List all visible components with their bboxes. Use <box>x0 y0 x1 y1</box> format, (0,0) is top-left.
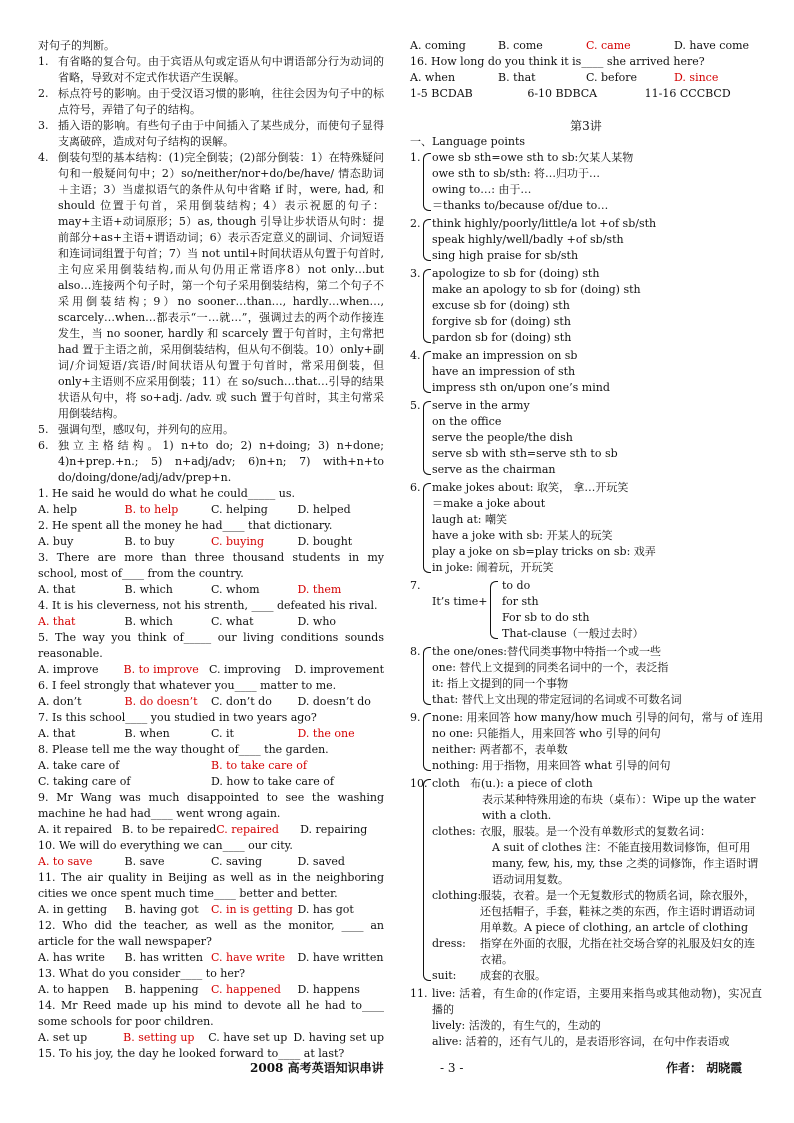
option: B. to be repaired <box>121 823 217 836</box>
option: B. which <box>124 583 173 596</box>
option: D. happens <box>297 983 360 996</box>
language-point <box>410 150 762 214</box>
item-line: make jokes about: 取笑， 拿…开玩笑 <box>432 481 629 494</box>
question-options <box>38 758 384 774</box>
item-line: serve in the army <box>432 399 530 412</box>
language-point <box>410 348 762 396</box>
option: D. having set up <box>293 1031 384 1044</box>
item-line: sing high praise for sb/sth <box>432 249 579 262</box>
item-line: forgive sb for (doing) sth <box>432 315 571 328</box>
section-title: 一、Language points <box>410 135 526 148</box>
item-line: excuse sb for (doing) sth <box>432 299 570 312</box>
option: A. set up <box>38 1031 88 1044</box>
grammar-point <box>38 422 384 438</box>
item-number: 6. <box>410 481 421 494</box>
cloth-entry <box>432 888 762 936</box>
q16-text: 16. How long do you think it is____ she arrived here? <box>410 55 705 68</box>
point-number: 5. <box>38 423 49 436</box>
option: A. don’t <box>38 695 82 708</box>
grammar-point <box>38 118 384 150</box>
item-number: 2. <box>410 217 421 230</box>
question-text: 14. Mr Reed made up his mind to devote all he had to____ some schools for poor children. <box>38 999 384 1028</box>
language-point-11 <box>410 986 762 1050</box>
option: D. improvement <box>294 663 385 676</box>
correct-option: C. buying <box>211 535 265 548</box>
item-line: nothing: 用于指物，用来回答 what 引导的问句 <box>432 759 671 772</box>
option: C. whom <box>211 583 260 596</box>
item-line: ＝thanks to/because of/due to… <box>432 199 609 212</box>
correct-option: B. do doesn’t <box>124 695 198 708</box>
entry-extra: 表示某种特殊用途的布块（桌布）：Wipe up the water with a cloth. <box>482 793 756 822</box>
correct-option: B. to help <box>124 503 179 516</box>
correct-option: A. to save <box>38 855 93 868</box>
point-number: 4. <box>38 151 49 164</box>
answer-group: 1-5 BCDAB <box>410 87 473 100</box>
brace-mark <box>423 219 431 261</box>
point-text: 标点符号的影响。由于受汉语习惯的影响，往往会因为句子中的标点符号，弄错了句子的结构。 <box>58 87 384 116</box>
cloth-entry <box>432 824 762 888</box>
option: C. taking care of <box>38 775 131 788</box>
question-text: 10. We will do everything we can____ our city. <box>38 839 293 852</box>
option: A. when <box>410 71 456 84</box>
option: D. has got <box>297 903 354 916</box>
option: A. in getting <box>38 903 108 916</box>
option: D. repairing <box>300 823 368 836</box>
grammar-point <box>38 54 384 86</box>
question-text: 7. Is this school____ you studied in two years ago? <box>38 711 317 724</box>
item-line: in joke: 闹着玩，开玩笑 <box>432 561 554 574</box>
correct-option: C. happened <box>211 983 281 996</box>
correct-option: D. them <box>297 583 342 596</box>
option: B. to buy <box>124 535 175 548</box>
question-options <box>38 726 384 742</box>
entry-text: 成套的衣服。 <box>480 969 546 982</box>
option: D. who <box>297 615 337 628</box>
cloth-entry <box>432 968 762 984</box>
option: D. how to take care of <box>211 775 334 788</box>
option: D. saved <box>297 855 345 868</box>
entry-label: cloth <box>432 777 460 790</box>
question-text: 8. Please tell me the way thought of____ the garden. <box>38 743 329 756</box>
question-options <box>38 694 384 710</box>
language-point <box>410 266 762 346</box>
item-number: 10. <box>410 777 428 790</box>
correct-option: A. that <box>38 615 76 628</box>
item-number: 1. <box>410 151 421 164</box>
item-line: serve the people/the dish <box>432 431 573 444</box>
brace-mark <box>490 581 498 639</box>
item-line: owe sth to sb/sth: 将…归功于… <box>432 167 600 180</box>
option: C. what <box>211 615 254 628</box>
question-options <box>38 822 384 838</box>
option: B. save <box>124 855 165 868</box>
question-options <box>38 854 384 870</box>
brace-mark <box>423 779 431 981</box>
entry-label: dress: <box>432 937 466 950</box>
point-text: 倒装句型的基本结构：(1)完全倒装；(2)部分倒装：1）在特殊疑问句和一般疑问句中；2）so/neither/nor+do/be/have/ 情态助词＋主语；3）当虚拟语气的条件从句中省略 if 时，were, had, 和 should 位置于句首，采用倒装结构；4）表示祝愿的句子：may+主语+动词原形；5）as, though 引导让步状语从句时：提前部分+as+主语+谓语动词；6）表示否定意义的副词、介词短语和连词词组置于句首；7）当 not until+时间状语从句置于句首时,主句应采用倒装结构,而从句仍用正常语序8）not only…but also…连接两个句子时，第一个句子采用倒装结构，第二个句子不采用倒装结构；9）no sooner…than…, hardly…when…, scarcely…when…都表示“一…就…”，强调过去的两个动作接连发生，当 no sooner, hardly 和 scarcely 置于句首时，主句常把 had 置于主语之前，采用倒装结构，但从句不倒装。10）only+副词/介词短语/宾语/时间状语从句置于句首时，常采用倒装，但 only+主语则不应采用倒装；11）在 so/such…that…引导的结果状语从句中，将 so+adj. /adv. 或 such 置于句首时，其主句常采用倒装结构。 <box>58 151 384 420</box>
option: A. to happen <box>38 983 109 996</box>
option: D. helped <box>297 503 351 516</box>
grammar-point <box>38 86 384 118</box>
cloth-entry <box>432 936 762 968</box>
option: B. when <box>124 727 170 740</box>
language-point-9 <box>410 710 762 774</box>
option: C. before <box>586 71 638 84</box>
question-text: 15. To his joy, the day he looked forward to____ at last? <box>38 1047 345 1060</box>
point-text: 独立主格结构。1) n+to do; 2) n+doing; 3) n+done; 4)n+prep.+n.; 5) n+adj/adv; 6)n+n; 7) with+n+to do/doing/done/adj/adv/prep+n. <box>58 439 384 484</box>
language-point-7 <box>410 578 762 642</box>
question-text: 2. He spent all the money he had____ that dictionary. <box>38 519 333 532</box>
correct-option: C. have write <box>211 951 286 964</box>
option: A. that <box>38 583 76 596</box>
item-line: alive: 活着的，还有气儿的，是表语形容词，在句中作表语或 <box>432 1035 730 1048</box>
language-point <box>410 398 762 478</box>
item-line: one: 替代上文提到的同类名词中的一个，表泛指 <box>432 661 669 674</box>
item-line: no one: 只能指人，用来回答 who 引导的问句 <box>432 727 661 740</box>
item-number: 5. <box>410 399 421 412</box>
item-line: play a joke on sb=play tricks on sb: 戏弄 <box>432 545 656 558</box>
option: A. improve <box>38 663 99 676</box>
answer-group: 11-16 CCCBCD <box>644 87 731 100</box>
option: A. that <box>38 727 76 740</box>
brace-mark <box>423 483 431 573</box>
item-line: for sth <box>502 595 539 608</box>
right-column <box>410 38 762 1052</box>
exercise-questions <box>38 486 384 1062</box>
point-number: 2. <box>38 87 49 100</box>
option: B. having got <box>124 903 199 916</box>
brace-mark <box>423 713 431 771</box>
answer-key <box>410 86 762 102</box>
option: D. doesn’t do <box>297 695 371 708</box>
item-line: apologize to sb for (doing) sth <box>432 267 600 280</box>
option: C. have set up <box>208 1031 288 1044</box>
language-point <box>410 480 762 576</box>
entry-label: clothing: <box>432 889 482 902</box>
option: C. improving <box>209 663 281 676</box>
option: A. it repaired <box>38 823 113 836</box>
question-options <box>38 950 384 966</box>
entry-extra: A suit of clothes 注：不能直接用数词修饰，但可用 many, few, his, my, thse 之类的词修饰，作主语时谓语动词用复数。 <box>492 841 759 886</box>
item-number: 11. <box>410 987 428 1000</box>
item-line: have an impression of sth <box>432 365 576 378</box>
option: C. it <box>211 727 234 740</box>
brace-mark <box>423 351 431 393</box>
entry-text: 服装，衣着。是一个无复数形式的物质名词，除衣服外，还包括帽子，手套，鞋袜之类的东西，作主语时谓语动词用单数。A piece of clothing, an artcle of clothing <box>480 889 755 934</box>
brace-mark <box>423 647 431 705</box>
point-number: 6. <box>38 439 49 452</box>
language-point-10 <box>410 776 762 984</box>
item-line: on the office <box>432 415 502 428</box>
question-options <box>38 662 384 678</box>
correct-option: C. in is getting <box>211 903 293 916</box>
question-text: 4. It is his cleverness, not his strenth, ____ defeated his rival. <box>38 599 378 612</box>
item-line: impress sth on/upon one’s mind <box>432 381 610 394</box>
correct-option: D. the one <box>297 727 355 740</box>
correct-option: B. setting up <box>123 1031 195 1044</box>
brace-mark <box>423 153 431 211</box>
answer-group: 6-10 BDBCA <box>527 87 598 100</box>
question-options <box>38 1030 384 1046</box>
language-points <box>410 150 762 1050</box>
point-text: 插入语的影响。有些句子由于中间插入了某些成分，而使句子显得支离破碎，造成对句子结构的误解。 <box>58 119 384 148</box>
question-text: 13. What do you consider____ to her? <box>38 967 246 980</box>
item-number: 9. <box>410 711 421 724</box>
question-options <box>38 902 384 918</box>
item-line: to do <box>502 579 531 592</box>
question-text: 6. I feel strongly that whatever you____ matter to me. <box>38 679 337 692</box>
item-line: that: 替代上文出现的带定冠词的名词或不可数名词 <box>432 693 682 706</box>
question-text: 9. Mr Wang was much disappointed to see the washing machine he had had____ went wrong again. <box>38 791 384 820</box>
question-options <box>38 502 384 518</box>
question-text: 5. The way you think of_____ our living conditions sounds reasonable. <box>38 631 384 660</box>
point-number: 3. <box>38 119 49 132</box>
option: B. that <box>498 71 536 84</box>
language-point <box>410 216 762 264</box>
q15-options <box>410 38 762 54</box>
question-options <box>38 982 384 998</box>
option: A. take care of <box>38 759 120 772</box>
item-line: it: 指上文提到的同一个事物 <box>432 677 569 690</box>
item-line: none: 用来回答 how many/how much 引导的问句，常与 of 连用 <box>432 711 764 724</box>
entry-text: 指穿在外面的衣服，尤指在社交场合穿的礼服及妇女的连衣裙。 <box>480 937 755 966</box>
option: B. has written <box>124 951 203 964</box>
option: A. buy <box>38 535 74 548</box>
option: D. have come <box>674 39 750 52</box>
lecture-title: 第3讲 <box>570 119 602 133</box>
entry-label: suit: <box>432 969 457 982</box>
item-line: owe sb sth=owe sth to sb:欠某人某物 <box>432 151 634 164</box>
item-line: That-clause（一般过去时） <box>502 627 644 640</box>
item-line: pardon sb for (doing) sth <box>432 331 572 344</box>
question-options <box>38 774 384 790</box>
grammar-points <box>38 54 384 486</box>
option: B. which <box>124 615 173 628</box>
item-number: 3. <box>410 267 421 280</box>
footer-title: 2008 高考英语知识串讲 <box>250 1061 384 1075</box>
question-text: 12. Who did the teacher, as well as the monitor, ____ an article for the wall newspaper? <box>38 919 384 948</box>
cloth-entry <box>432 776 762 824</box>
item-line: For sb to do sth <box>502 611 590 624</box>
item-line: lively: 活泼的，有生气的，生动的 <box>432 1019 601 1032</box>
entry-label: clothes: <box>432 825 476 838</box>
footer-author: 作者： 胡晓霞 <box>666 1061 743 1075</box>
correct-option: C. came <box>586 39 631 52</box>
item-line: think highly/poorly/little/a lot +of sb/sth <box>432 217 657 230</box>
item-line: make an apology to sb for (doing) sth <box>432 283 641 296</box>
brace-mark <box>423 401 431 475</box>
option: C. don’t do <box>211 695 272 708</box>
question-text: 11. The air quality in Beijing as well as in the neighboring cities we once spent much time____ better and better. <box>38 871 384 900</box>
item-line: neither: 两者都不，表单数 <box>432 743 568 756</box>
option: D. bought <box>297 535 353 548</box>
question-text: 3. There are more than three thousand students in my school, most of____ from the country. <box>38 551 384 580</box>
option: C. saving <box>211 855 263 868</box>
item-line: speak highly/well/badly +of sb/sth <box>432 233 624 246</box>
correct-option: B. to take care of <box>211 759 307 772</box>
entry-text: 布(u.): a piece of cloth <box>470 777 593 790</box>
item-line: laugh at: 嘲笑 <box>432 513 507 526</box>
option: B. come <box>498 39 543 52</box>
option: D. have written <box>297 951 384 964</box>
option: C. helping <box>211 503 268 516</box>
option: A. help <box>38 503 78 516</box>
item-line: serve as the chairman <box>432 463 556 476</box>
point-text: 强调句型，感叹句，并列句的应用。 <box>58 423 234 436</box>
item-line: live: 活着，有生命的(作定语，主要用来指鸟或其他动物)，实况直播的 <box>432 987 762 1016</box>
item-line: the one/ones:替代同类事物中特指一个或一些 <box>432 645 662 658</box>
language-point-8 <box>410 644 762 708</box>
question-options <box>38 582 384 598</box>
item7-lead: It’s time+ <box>432 595 488 608</box>
grammar-point <box>38 438 384 486</box>
correct-option: D. since <box>674 71 719 84</box>
question-text: 1. He said he would do what he could_____ us. <box>38 487 295 500</box>
q16-options <box>410 70 762 86</box>
page-number: - 3 - <box>440 1061 464 1075</box>
item-line: have a joke with sb: 开某人的玩笑 <box>432 529 613 542</box>
item-line: ＝make a joke about <box>432 497 546 510</box>
left-column <box>38 38 384 1062</box>
point-number: 1. <box>38 55 49 68</box>
item-number: 4. <box>410 349 421 362</box>
option: A. coming <box>410 39 466 52</box>
item-line: owing to…: 由于… <box>432 183 532 196</box>
option: A. has write <box>38 951 105 964</box>
option: B. happening <box>124 983 199 996</box>
point-text: 有省略的复合句。由于宾语从句或定语从句中谓语部分行为动词的省略，导致对不定式作状语产生误解。 <box>58 55 384 84</box>
intro-text: 对句子的判断。 <box>38 39 115 52</box>
item-number: 7. <box>410 579 421 592</box>
grammar-point <box>38 150 384 422</box>
correct-option: C. repaired <box>216 823 279 836</box>
page-footer <box>0 1060 794 1080</box>
brace-mark <box>423 269 431 343</box>
question-options <box>38 614 384 630</box>
correct-option: B. to improve <box>123 663 199 676</box>
item-line: serve sb with sth=serve sth to sb <box>432 447 618 460</box>
question-options <box>38 534 384 550</box>
entry-text: 衣服，服装。是一个没有单数形式的复数名词： <box>480 825 711 838</box>
item-line: make an impression on sb <box>432 349 578 362</box>
item-number: 8. <box>410 645 421 658</box>
